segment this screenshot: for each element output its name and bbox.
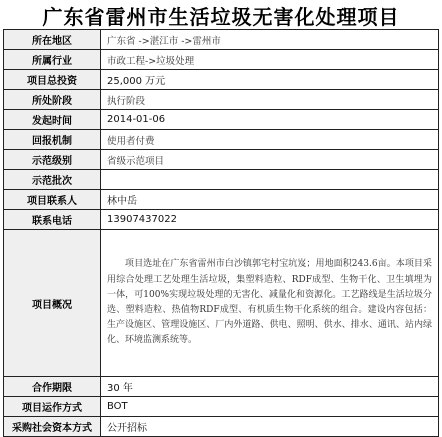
label-location: 所在地区: [4, 30, 101, 50]
value-launch-time: 2014-01-06: [101, 110, 439, 130]
row-overview: [4, 230, 439, 377]
label-demo-batch: 示范批次: [4, 170, 101, 190]
label-industry: 所属行业: [4, 50, 101, 70]
label-contact: 项目联系人: [4, 190, 101, 210]
value-demo-level: 省级示范项目: [101, 150, 439, 170]
value-cooperation-period: 30 年: [101, 377, 439, 397]
label-overview: 项目概况: [4, 230, 101, 377]
value-phone: 13907437022: [101, 210, 439, 230]
row-launch-time: [4, 110, 439, 130]
label-procurement-method: 采购社会资本方式: [4, 417, 101, 437]
value-demo-batch: [101, 170, 439, 190]
row-location: [4, 30, 439, 50]
value-contact: 林中岳: [101, 190, 439, 210]
row-stage: [4, 90, 439, 110]
label-phone: 联系电话: [4, 210, 101, 230]
value-investment: 25,000 万元: [101, 70, 439, 90]
row-cooperation-period: [4, 377, 439, 397]
label-operation-mode: 项目运作方式: [4, 397, 101, 417]
value-overview: 项目选址在广东省雷州市白沙镇郭宅村宝坑岌；用地面积243.6亩。本项目采用综合处理工艺处理生活垃圾，集塑料造粒、RDF成型、生物干化、卫生填埋为一体，可100%实现垃圾处理的无害化、减量化和资源化。工艺路线是生活垃圾分选、塑料造粒、热值物RDF成型、有机质生物干化系统的组合。建设内容包括：生产设施区、管理设施区、厂内外道路、供电、照明、供水、排水、通讯、站内绿化、环境监测系统等。: [101, 230, 439, 377]
row-phone: [4, 210, 439, 230]
value-location: 广东省 ->湛江市 ->雷州市: [101, 30, 439, 50]
label-return-mechanism: 回报机制: [4, 130, 101, 150]
label-stage: 所处阶段: [4, 90, 101, 110]
row-industry: [4, 50, 439, 70]
label-investment: 项目总投资: [4, 70, 101, 90]
label-demo-level: 示范级别: [4, 150, 101, 170]
value-return-mechanism: 使用者付费: [101, 130, 439, 150]
row-return-mechanism: [4, 130, 439, 150]
row-procurement-method: [4, 417, 439, 437]
row-demo-batch: [4, 170, 439, 190]
row-investment: [4, 70, 439, 90]
label-cooperation-period: 合作期限: [4, 377, 101, 397]
project-info-table: [3, 29, 439, 437]
row-demo-level: [4, 150, 439, 170]
value-operation-mode: BOT: [101, 397, 439, 417]
row-operation-mode: [4, 397, 439, 417]
page-title: 广东省雷州市生活垃圾无害化处理项目: [42, 4, 400, 29]
value-industry: 市政工程->垃圾处理: [101, 50, 439, 70]
label-launch-time: 发起时间: [4, 110, 101, 130]
value-procurement-method: 公开招标: [101, 417, 439, 437]
row-contact: [4, 190, 439, 210]
value-stage: 执行阶段: [101, 90, 439, 110]
